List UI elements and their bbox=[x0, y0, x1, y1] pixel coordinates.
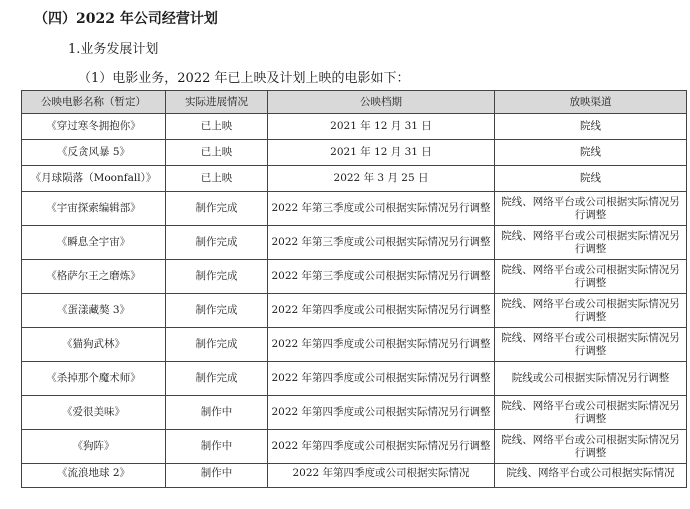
table-row bbox=[22, 464, 687, 488]
cell-film-name: 《月球陨落（Moonfall）》 bbox=[22, 166, 166, 192]
cell-channel: 院线 bbox=[495, 114, 687, 140]
cell-schedule: 2022 年第四季度或公司根据实际情况另行调整 bbox=[268, 430, 495, 464]
cell-film-name: 《穿过寒冬拥抱你》 bbox=[22, 114, 166, 140]
cell-schedule: 2022 年第三季度或公司根据实际情况另行调整 bbox=[268, 192, 495, 226]
sub-title: 1.业务发展计划 bbox=[68, 42, 159, 57]
header-schedule: 公映档期 bbox=[268, 91, 495, 114]
cell-film-name: 《流浪地球 2》 bbox=[22, 464, 166, 488]
table-header-row bbox=[22, 91, 687, 114]
header-status: 实际进展情况 bbox=[166, 91, 268, 114]
cell-channel: 院线、网络平台或公司根据实际情况另行调整 bbox=[495, 226, 687, 260]
cell-status: 制作中 bbox=[166, 430, 268, 464]
cell-film-name: 《猫狗武林》 bbox=[22, 328, 166, 362]
table-row bbox=[22, 396, 687, 430]
cell-channel: 院线、网络平台或公司根据实际情况另行调整 bbox=[495, 260, 687, 294]
cell-film-name: 《瞬息全宇宙》 bbox=[22, 226, 166, 260]
cell-schedule: 2022 年第三季度或公司根据实际情况另行调整 bbox=[268, 260, 495, 294]
film-release-table bbox=[21, 90, 687, 488]
cell-film-name: 《狗阵》 bbox=[22, 430, 166, 464]
cell-status: 制作中 bbox=[166, 464, 268, 488]
cell-film-name: 《格萨尔王之磨炼》 bbox=[22, 260, 166, 294]
cell-status: 已上映 bbox=[166, 140, 268, 166]
cell-channel: 院线、网络平台或公司根据实际情况另行调整 bbox=[495, 430, 687, 464]
cell-channel: 院线、网络平台或公司根据实际情况另行调整 bbox=[495, 328, 687, 362]
cell-channel: 院线、网络平台或公司根据实际情况另行调整 bbox=[495, 294, 687, 328]
cell-status: 制作完成 bbox=[166, 362, 268, 396]
cell-schedule: 2022 年第四季度或公司根据实际情况 bbox=[268, 464, 495, 488]
section-title: （四）2022 年公司经营计划 bbox=[34, 11, 218, 27]
cell-film-name: 《杀掉那个魔术师》 bbox=[22, 362, 166, 396]
cell-schedule: 2022 年第三季度或公司根据实际情况另行调整 bbox=[268, 226, 495, 260]
cell-schedule: 2022 年第四季度或公司根据实际情况另行调整 bbox=[268, 294, 495, 328]
cell-schedule: 2022 年第四季度或公司根据实际情况另行调整 bbox=[268, 396, 495, 430]
table-row bbox=[22, 260, 687, 294]
table-row bbox=[22, 430, 687, 464]
cell-channel: 院线、网络平台或公司根据实际情况另行调整 bbox=[495, 192, 687, 226]
cell-schedule: 2022 年 3 月 25 日 bbox=[268, 166, 495, 192]
cell-film-name: 《蛋漾藏獒 3》 bbox=[22, 294, 166, 328]
cell-channel: 院线 bbox=[495, 140, 687, 166]
cell-status: 制作完成 bbox=[166, 328, 268, 362]
table-row bbox=[22, 362, 687, 396]
cell-film-name: 《宇宙探索编辑部》 bbox=[22, 192, 166, 226]
table-row bbox=[22, 166, 687, 192]
table-row bbox=[22, 328, 687, 362]
cell-schedule: 2022 年第四季度或公司根据实际情况另行调整 bbox=[268, 328, 495, 362]
cell-status: 制作中 bbox=[166, 396, 268, 430]
cell-channel: 院线、网络平台或公司根据实际情况另行调整 bbox=[495, 396, 687, 430]
cell-channel: 院线 bbox=[495, 166, 687, 192]
cell-channel: 院线、网络平台或公司根据实际情况 bbox=[495, 464, 687, 488]
cell-film-name: 《反贪风暴 5》 bbox=[22, 140, 166, 166]
cell-status: 已上映 bbox=[166, 114, 268, 140]
table-row bbox=[22, 226, 687, 260]
cell-status: 制作完成 bbox=[166, 226, 268, 260]
cell-schedule: 2021 年 12 月 31 日 bbox=[268, 140, 495, 166]
cell-schedule: 2022 年第四季度或公司根据实际情况另行调整 bbox=[268, 362, 495, 396]
cell-channel: 院线或公司根据实际情况另行调整 bbox=[495, 362, 687, 396]
cell-schedule: 2021 年 12 月 31 日 bbox=[268, 114, 495, 140]
header-film-name: 公映电影名称（暂定） bbox=[22, 91, 166, 114]
cell-status: 制作完成 bbox=[166, 192, 268, 226]
table-row bbox=[22, 140, 687, 166]
table-row bbox=[22, 294, 687, 328]
intro-paragraph: （1）电影业务，2022 年已上映及计划上映的电影如下： bbox=[78, 71, 410, 86]
cell-status: 制作完成 bbox=[166, 294, 268, 328]
table-row bbox=[22, 192, 687, 226]
cell-status: 已上映 bbox=[166, 166, 268, 192]
cell-film-name: 《爱很美味》 bbox=[22, 396, 166, 430]
cell-status: 制作完成 bbox=[166, 260, 268, 294]
header-channel: 放映渠道 bbox=[495, 91, 687, 114]
table-row bbox=[22, 114, 687, 140]
